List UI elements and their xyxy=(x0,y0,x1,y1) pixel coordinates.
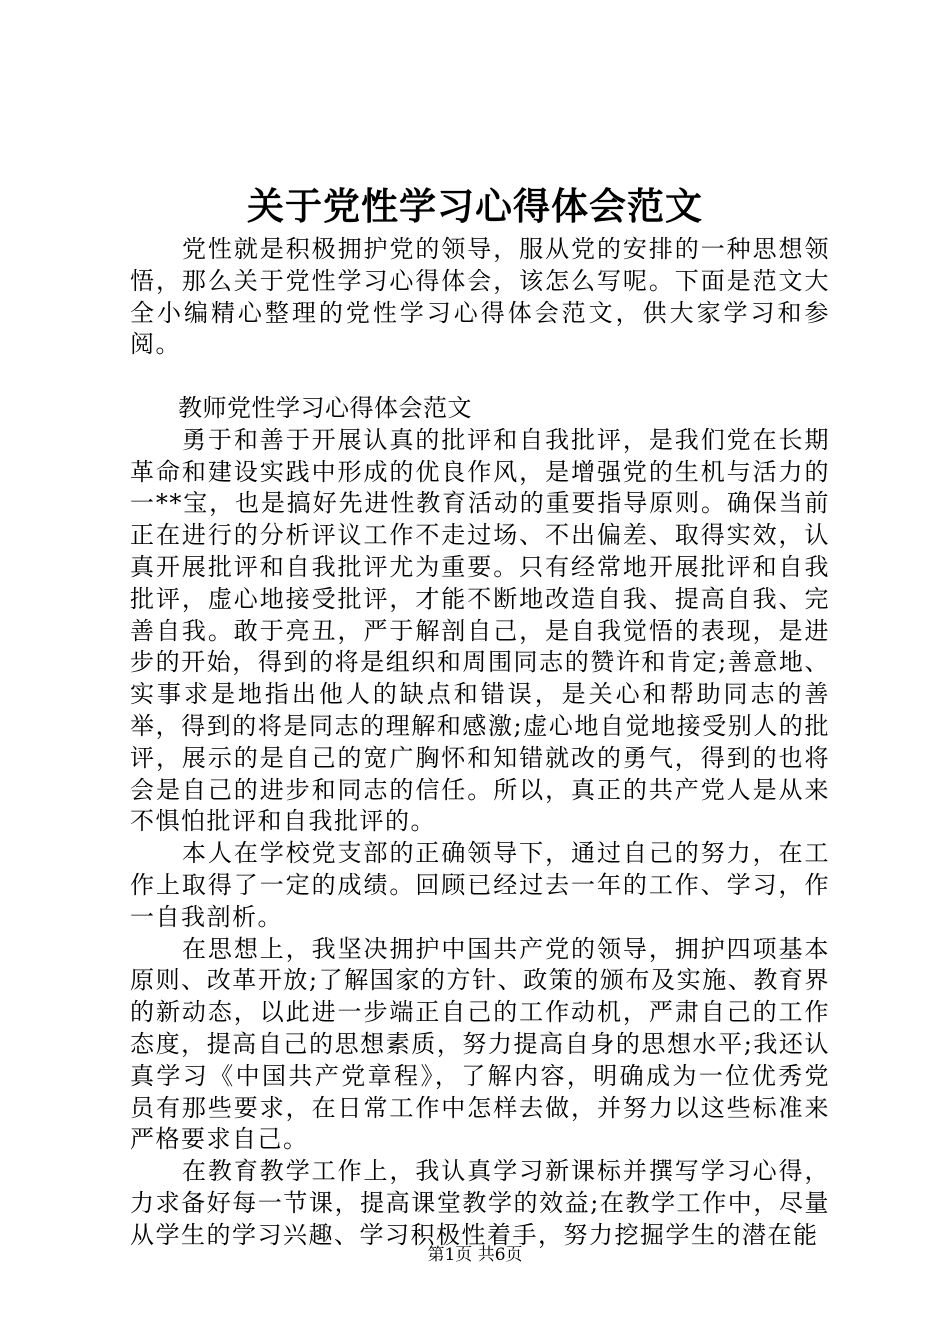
document-title: 关于党性学习心得体会范文 xyxy=(247,184,703,228)
intro-paragraph: 党性就是积极拥护党的领导，服从党的安排的一种思想领悟，那么关于党性学习心得体会，该怎么写呢。下面是范文大全小编精心整理的党性学习心得体会范文，供大家学习和参阅。 xyxy=(130,235,830,359)
body-paragraph-4: 在教育教学工作上，我认真学习新课标并撰写学习心得，力求备好每一节课，提高课堂教学的效益;在教学工作中，尽量从学生的学习兴趣、学习积极性着手，努力挖掘学生的潜在能 xyxy=(130,1157,830,1249)
body-paragraph-2: 本人在学校党支部的正确领导下，通过自己的努力，在工作上取得了一定的成绩。回顾已经过去一年的工作、学习，作一自我剖析。 xyxy=(130,839,830,931)
body-paragraph-3: 在思想上，我坚决拥护中国共产党的领导，拥护四项基本原则、改革开放;了解国家的方针、政策的颁布及实施、教育界的新动态，以此进一步端正自己的工作动机，严肃自己的工作态度，提高自己的思想素质，努力提高自身的思想水平;我还认真学习《中国共产党章程》，了解内容，明确成为一位优秀党员有那些要求，在日常工作中怎样去做，并努力以这些标准来严格要求自己。 xyxy=(130,934,830,1154)
page-number-footer: 第1页 共6页 xyxy=(427,1245,523,1265)
section-heading: 教师党性学习心得体会范文 xyxy=(178,393,472,422)
body-paragraph-1: 勇于和善于开展认真的批评和自我批评，是我们党在长期革命和建设实践中形成的优良作风，是增强党的生机与活力的一**宝，也是搞好先进性教育活动的重要指导原则。确保当前正在进行的分析评议工作不走过场、不出偏差、取得实效，认真开展批评和自我批评尤为重要。只有经常地开展批评和自我批评，虚心地接受批评，才能不断地改造自我、提高自我、完善自我。敢于亮丑，严于解剖自己，是自我觉悟的表现，是进步的开始，得到的将是组织和周围同志的赞许和肯定;善意地、实事求是地指出他人的缺点和错误，是关心和帮助同志的善举，得到的将是同志的理解和感激;虚心地自觉地接受别人的批评，展示的是自己的宽广胸怀和知错就改的勇气，得到的也将会是自己的进步和同志的信任。所以，真正的共产党人是从来不惧怕批评和自我批评的。 xyxy=(130,425,830,836)
document-body xyxy=(130,234,830,1252)
